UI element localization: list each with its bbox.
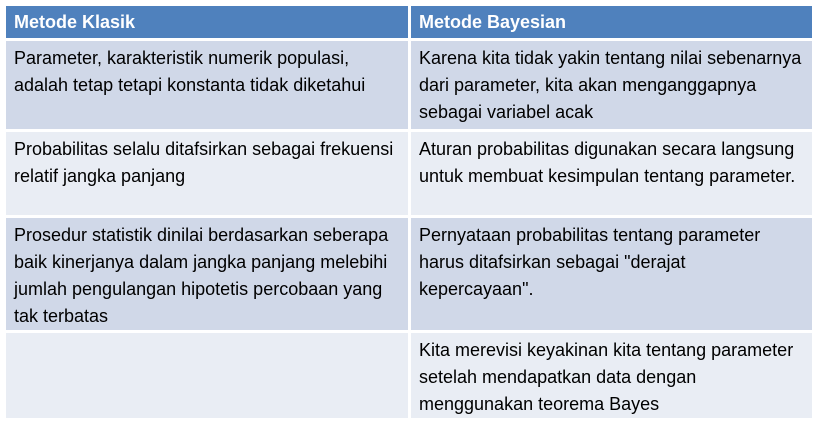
cell-bayesian (410, 131, 813, 217)
header-bayesian-label: Metode Bayesian (419, 12, 567, 32)
cell-bayesian (410, 40, 813, 131)
cell-bayesian (410, 332, 813, 420)
table-row (6, 332, 812, 420)
header-row (6, 6, 812, 40)
table-row (6, 131, 812, 217)
cell-klasik-text: Prosedur statistik dinilai berdasarkan seberapa baik kinerjanya dalam jangka panjang melebihi jumlah pengulangan hipotetis percobaan yang tak terbatas (14, 225, 389, 326)
cell-klasik (6, 332, 410, 420)
cell-bayesian-text: Kita merevisi keyakinan kita tentang parameter setelah mendapatkan data dengan menggunakan teorema Bayes (419, 340, 794, 414)
cell-klasik-text (6, 333, 408, 337)
cell-klasik (6, 40, 410, 131)
cell-bayesian-text: Aturan probabilitas digunakan secara langsung untuk membuat kesimpulan tentang parameter. (419, 139, 796, 186)
header-bayesian (410, 6, 813, 40)
cell-klasik-text: Probabilitas selalu ditafsirkan sebagai frekuensi relatif jangka panjang (14, 139, 394, 186)
cell-klasik-text: Parameter, karakteristik numerik populasi, adalah tetap tetapi konstanta tidak diketahui (14, 48, 366, 95)
cell-bayesian-text: Karena kita tidak yakin tentang nilai sebenarnya dari parameter, kita akan menganggapnya sebagai variabel acak (419, 48, 802, 122)
comparison-table (6, 6, 812, 421)
cell-klasik (6, 217, 410, 332)
header-klasik (6, 6, 410, 40)
cell-bayesian-text: Pernyataan probabilitas tentang parameter harus ditafsirkan sebagai "derajat kepercayaan". (419, 225, 761, 299)
table-row (6, 40, 812, 131)
cell-bayesian (410, 217, 813, 332)
table-row (6, 217, 812, 332)
header-klasik-label: Metode Klasik (14, 12, 136, 32)
cell-klasik (6, 131, 410, 217)
